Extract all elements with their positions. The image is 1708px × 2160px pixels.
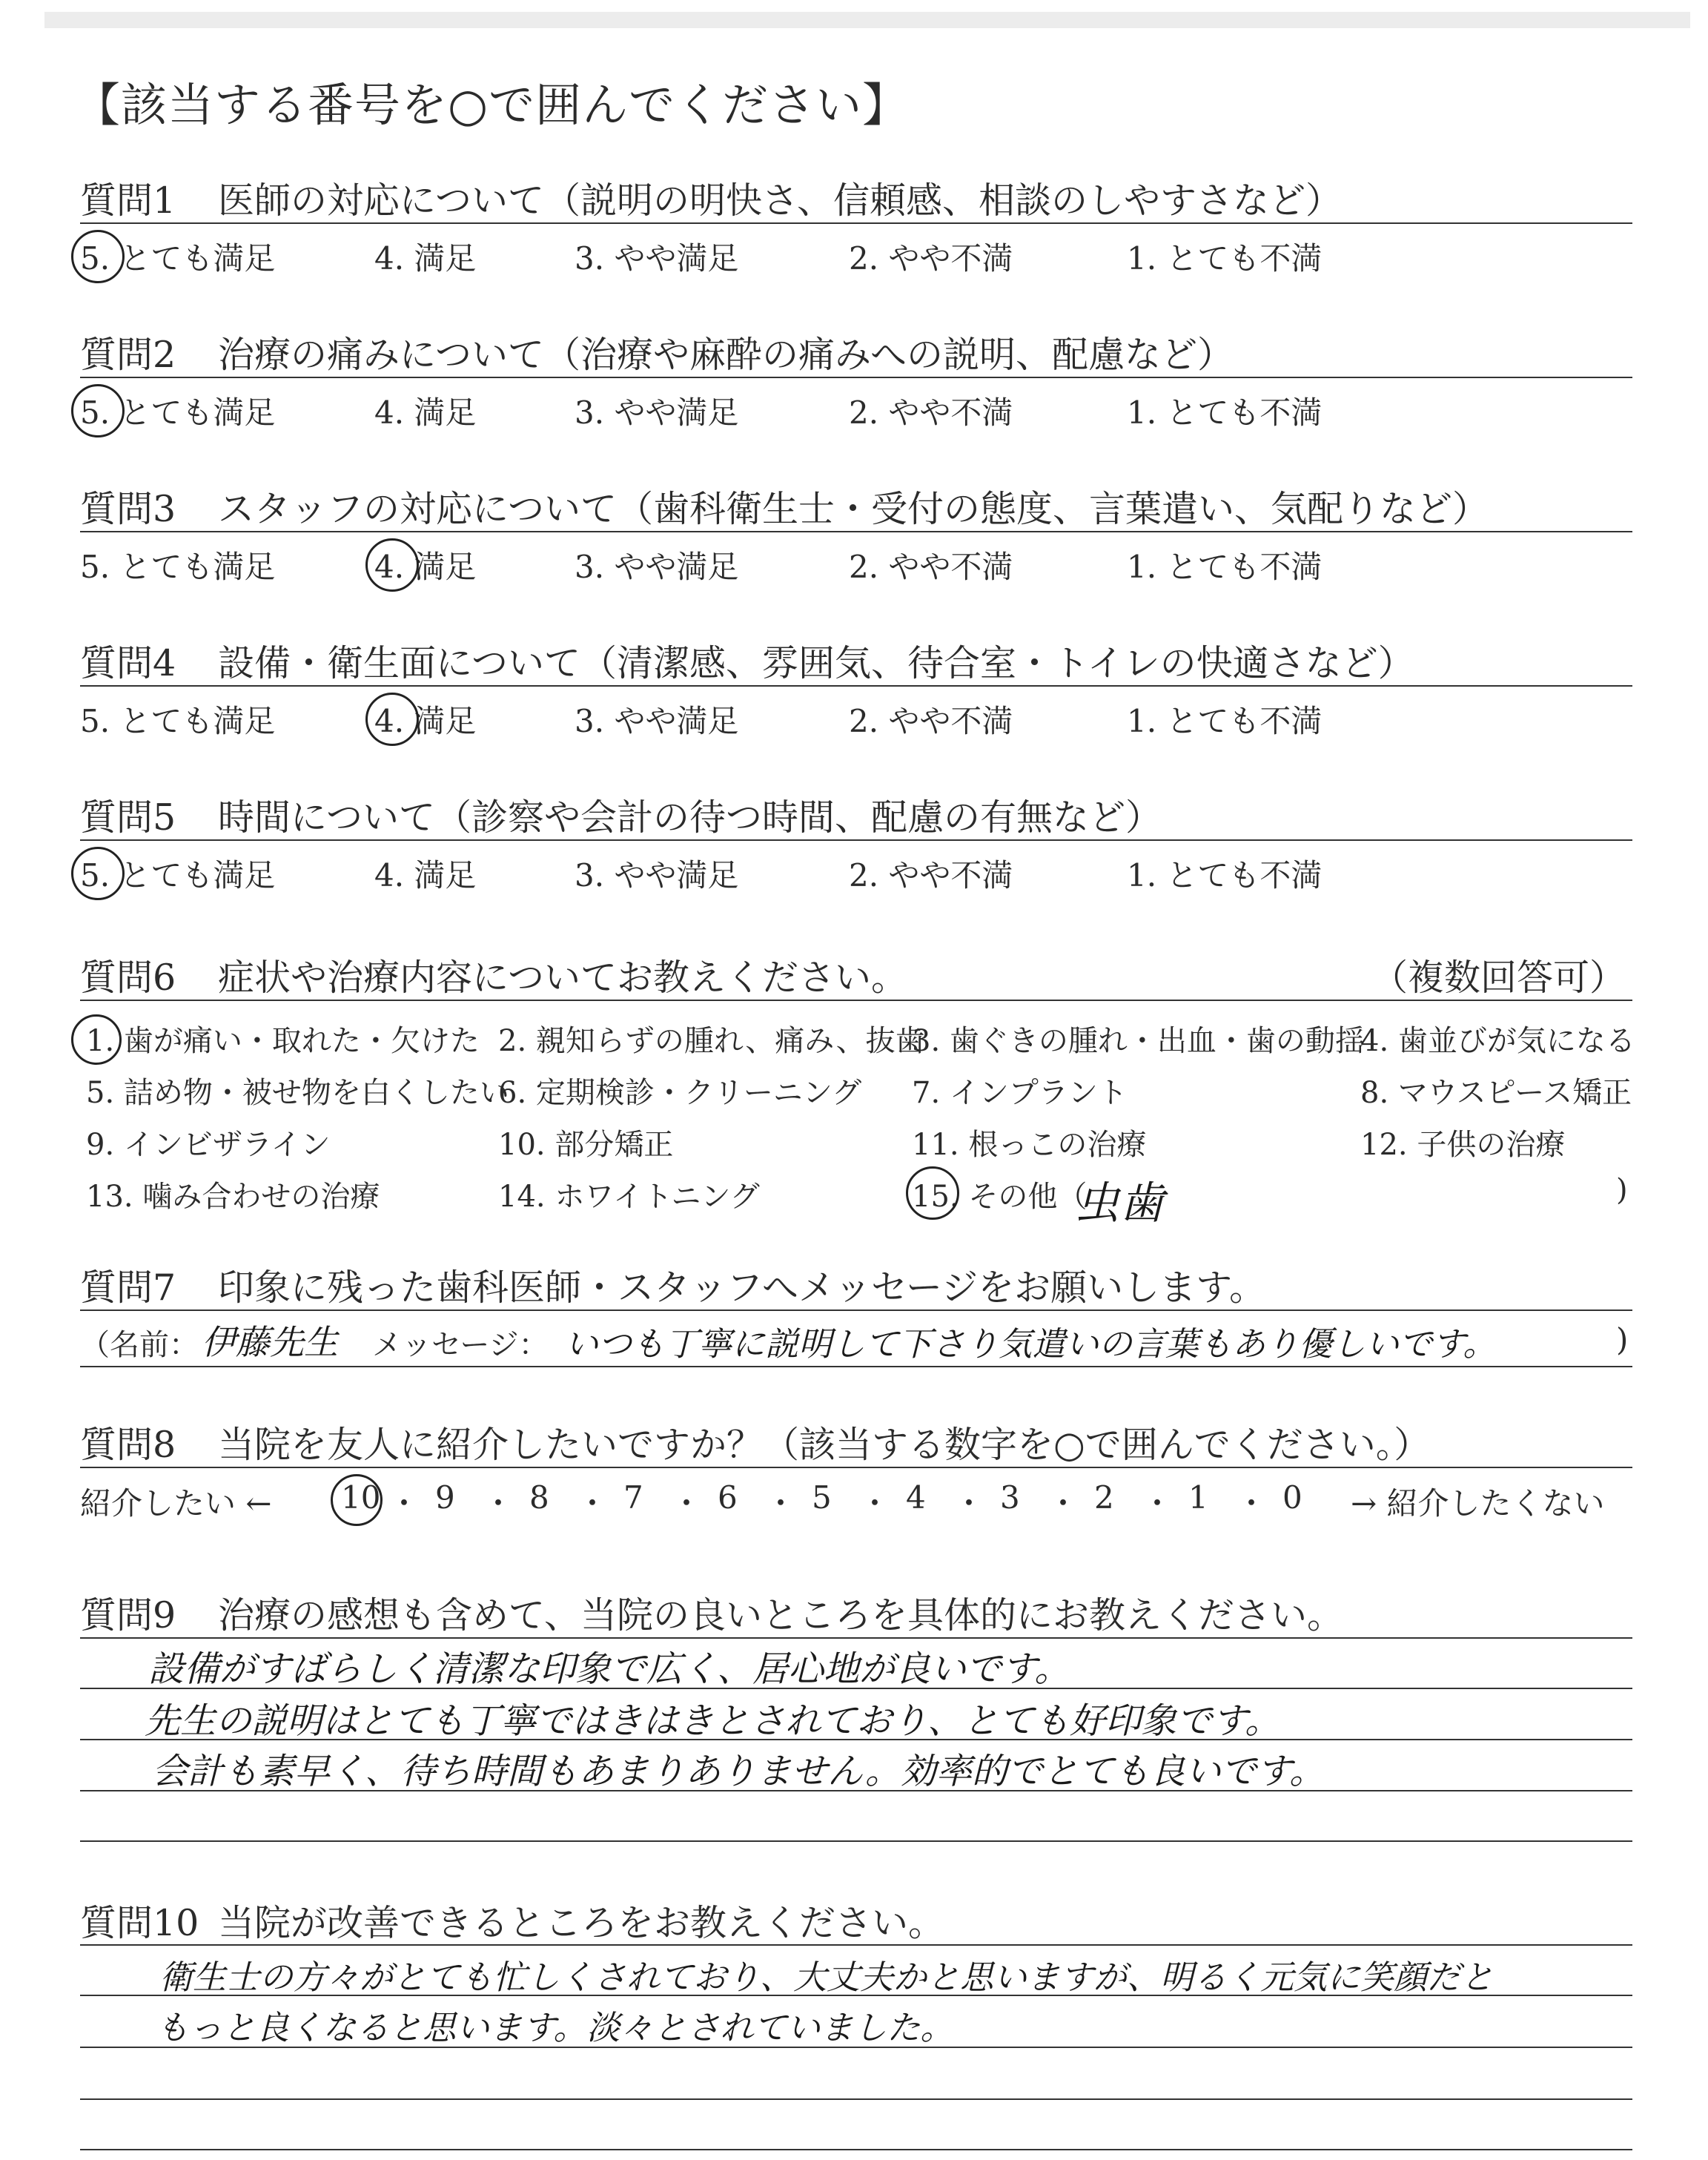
scale-number: 4	[906, 1479, 926, 1516]
rating-option: 4. 満足	[374, 394, 477, 431]
rating-option: 4. 満足	[374, 549, 477, 585]
rule-line	[80, 1467, 1632, 1468]
scale-dot: ・	[577, 1485, 609, 1522]
question-label: 質問5	[80, 796, 176, 839]
q6-option: 5. 詰め物・被せ物を白くしたい	[86, 1076, 509, 1110]
question-text: 当院が改善できるところをお教えください。	[218, 1902, 945, 1944]
rule-line	[80, 1944, 1632, 1946]
rating-option: 2. やや不満	[849, 549, 1013, 585]
rating-option: 5. とても満足	[80, 549, 276, 585]
q9-handwriting-line: 設備がすばらしく清潔な印象で広く、居心地が良いです。	[148, 1648, 1070, 1690]
q7-name-handwriting: 伊藤先生	[202, 1322, 338, 1362]
rating-option: 1. とても不満	[1127, 703, 1323, 739]
q6-other-handwriting: 虫歯	[1075, 1178, 1164, 1229]
question-label: 質問1	[80, 179, 176, 222]
rule-line	[80, 685, 1632, 687]
rating-option: 3. やや満足	[575, 240, 739, 277]
rule-line	[80, 839, 1632, 841]
question-text: スタッフの対応について（歯科衛生士・受付の態度、言葉遣い、気配りなど）	[218, 488, 1489, 530]
question-4-heading	[80, 635, 1414, 687]
page-title: 【該当する番号を○で囲んでください】	[74, 78, 910, 132]
scale-dot: ・	[388, 1485, 420, 1522]
scale-number: 5	[812, 1479, 832, 1516]
q6-option: 14. ホワイトニング	[498, 1180, 760, 1214]
q6-option: )	[1616, 1173, 1628, 1207]
question-3-heading	[80, 480, 1489, 532]
question-2-heading	[80, 326, 1234, 378]
question-text: 症状や治療内容についてお教えください。	[218, 957, 908, 999]
rating-option: 1. とても不満	[1127, 240, 1323, 277]
q9-handwriting-line: 会計も素早く、待ち時間もあまりありません。効率的でとても良いです。	[152, 1751, 1325, 1792]
q6-option: 15. その他（	[912, 1180, 1088, 1214]
scale-dot: ・	[1047, 1485, 1079, 1522]
rating-option: 2. やや不満	[849, 394, 1013, 431]
scale-dot: ・	[483, 1485, 514, 1522]
q10-handwriting-line: 衛生士の方々がとても忙しくされており、大丈夫かと思いますが、明るく元気に笑顔だと	[159, 1958, 1494, 1997]
rating-option: 5. とても満足	[80, 394, 276, 431]
rating-option: 5. とても満足	[80, 703, 276, 739]
question-text: 当院を友人に紹介したいですか？（該当する数字を○で囲んでください。）	[218, 1424, 1431, 1466]
question-label: 質問9	[80, 1594, 176, 1636]
question-label: 質問7	[80, 1266, 176, 1309]
question-text: 設備・衛生面について（清潔感、雰囲気、待合室・トイレの快適さなど）	[218, 642, 1414, 684]
scale-number: 2	[1094, 1479, 1114, 1516]
selection-circle	[365, 693, 419, 746]
q6-option: 2. 親知らずの腫れ、痛み、抜歯	[498, 1024, 925, 1058]
scale-number: 3	[1000, 1479, 1020, 1516]
q10-handwriting-line: もっと良くなると思います。淡々とされていました。	[156, 2008, 954, 2047]
rating-option: 1. とても不満	[1127, 857, 1323, 894]
question-6-heading	[80, 949, 907, 1001]
rating-option: 5. とても満足	[80, 857, 276, 894]
scale-number: 10	[341, 1479, 381, 1516]
rating-option: 3. やや満足	[575, 549, 739, 585]
selection-circle	[906, 1166, 959, 1220]
q8-right-label: → 紹介したくない	[1351, 1485, 1605, 1522]
rule-line	[80, 377, 1632, 378]
scale-dot: ・	[1236, 1485, 1268, 1522]
question-text: 印象に残った歯科医師・スタッフへメッセージをお願いします。	[218, 1266, 1266, 1309]
rule-line	[80, 1840, 1632, 1842]
question-9-heading	[80, 1587, 1343, 1639]
q6-option: 3. 歯ぐきの腫れ・出血・歯の動揺	[912, 1024, 1365, 1058]
scale-dot: ・	[953, 1485, 985, 1522]
rating-option: 3. やや満足	[575, 394, 739, 431]
selection-circle	[71, 847, 125, 900]
rule-line	[80, 1366, 1632, 1367]
rule-line	[80, 2098, 1632, 2100]
rule-line	[80, 1309, 1632, 1311]
rating-option: 3. やや満足	[575, 857, 739, 894]
rule-line	[80, 222, 1632, 224]
rule-line	[80, 2149, 1632, 2150]
scale-number: 6	[718, 1479, 738, 1516]
q6-option: 12. 子供の治療	[1360, 1128, 1566, 1162]
q6-option: 9. インビザライン	[86, 1128, 331, 1162]
rating-option: 4. 満足	[374, 240, 477, 277]
question-label: 質問2	[80, 334, 176, 376]
selection-circle	[331, 1474, 383, 1526]
q7-name-open: （名前：	[80, 1328, 199, 1362]
q7-message-handwriting: いつも丁寧に説明して下さり気遣いの言葉もあり優しいです。	[565, 1324, 1497, 1364]
question-7-heading	[80, 1259, 1265, 1311]
q7-message-label: メッセージ：	[372, 1328, 549, 1362]
scale-dot: ・	[765, 1485, 797, 1522]
rating-option: 4. 満足	[374, 703, 477, 739]
q6-option: 11. 根っこの治療	[912, 1128, 1147, 1162]
rating-option: 5. とても満足	[80, 240, 276, 277]
question-label: 質問6	[80, 957, 176, 999]
question-5-heading	[80, 789, 1162, 841]
question-text: 時間について（診察や会計の待つ時間、配慮の有無など）	[218, 796, 1162, 839]
question-text: 治療の痛みについて（治療や麻酔の痛みへの説明、配慮など）	[218, 334, 1234, 376]
question-label: 質問4	[80, 642, 176, 684]
q6-option: 4. 歯並びが気になる	[1360, 1024, 1635, 1058]
rule-line	[80, 1000, 1632, 1001]
rating-option: 4. 満足	[374, 857, 477, 894]
q8-left-label: 紹介したい ←	[80, 1485, 272, 1522]
scale-number: 7	[623, 1479, 643, 1516]
rating-option: 3. やや満足	[575, 703, 739, 739]
q9-handwriting-line: 先生の説明はとても丁寧ではきはきとされており、とても好印象です。	[145, 1700, 1281, 1742]
q6-option: 10. 部分矯正	[498, 1128, 674, 1162]
selection-circle	[365, 538, 419, 592]
selection-circle	[71, 384, 125, 437]
q6-option: 13. 噛み合わせの治療	[86, 1180, 380, 1214]
scale-number: 8	[529, 1479, 549, 1516]
rating-option: 2. やや不満	[849, 857, 1013, 894]
rule-line	[80, 1637, 1632, 1639]
question-text: 医師の対応について（説明の明快さ、信頼感、相談のしやすさなど）	[218, 179, 1343, 222]
question-8-heading	[80, 1416, 1430, 1468]
rating-option: 1. とても不満	[1127, 394, 1323, 431]
question-1-heading	[80, 172, 1342, 224]
scan-top-band	[44, 12, 1690, 28]
rating-option: 2. やや不満	[849, 240, 1013, 277]
q6-option: 6. 定期検診・クリーニング	[498, 1076, 862, 1110]
rule-line	[80, 531, 1632, 532]
multiple-answer-note: （複数回答可）	[1371, 957, 1626, 999]
scale-number: 9	[435, 1479, 455, 1516]
rating-option: 2. やや不満	[849, 703, 1013, 739]
rating-option: 1. とても不満	[1127, 549, 1323, 585]
scale-dot: ・	[1142, 1485, 1174, 1522]
selection-circle	[71, 230, 125, 283]
q6-option: 1. 歯が痛い・取れた・欠けた	[86, 1024, 480, 1058]
question-10-heading	[80, 1895, 944, 1946]
q6-option: 7. インプラント	[912, 1076, 1128, 1110]
q6-option: 8. マウスピース矯正	[1360, 1076, 1632, 1110]
scale-number: 0	[1282, 1479, 1302, 1516]
scale-dot: ・	[671, 1485, 703, 1522]
scale-dot: ・	[859, 1485, 891, 1522]
question-label: 質問8	[80, 1424, 176, 1466]
question-label: 質問10	[80, 1902, 199, 1944]
scale-number: 1	[1188, 1479, 1208, 1516]
q7-close-paren: )	[1616, 1321, 1629, 1358]
question-label: 質問3	[80, 488, 176, 530]
question-text: 治療の感想も含めて、当院の良いところを具体的にお教えください。	[218, 1594, 1344, 1636]
selection-circle	[71, 1014, 122, 1065]
